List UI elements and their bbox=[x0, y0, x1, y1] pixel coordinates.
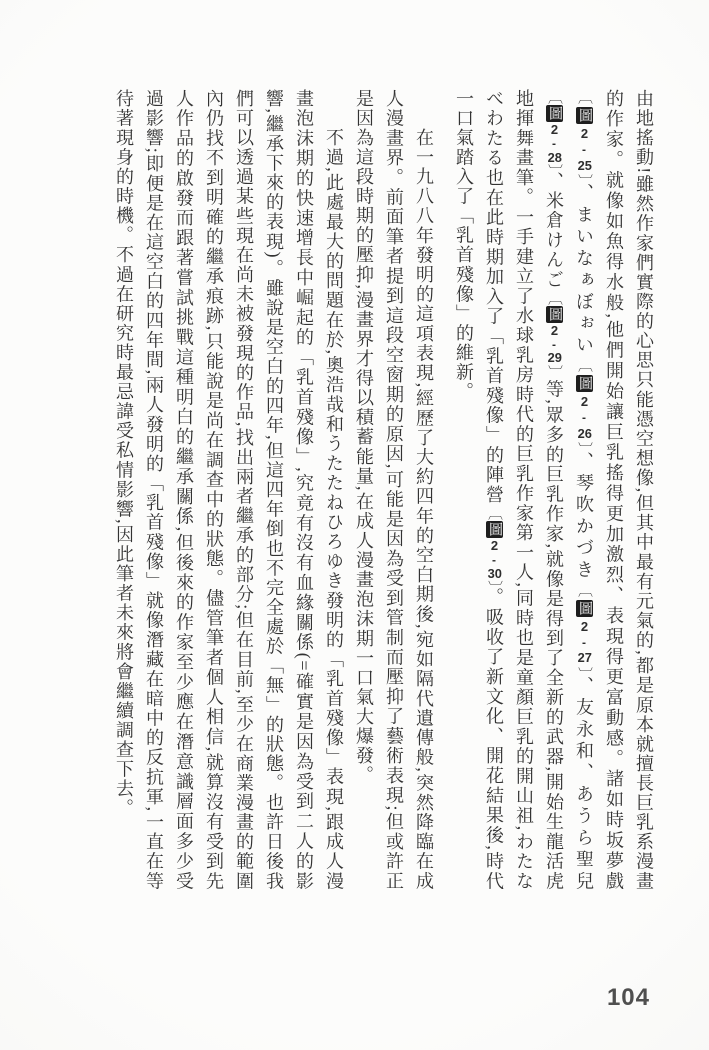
figure-icon: 圖 bbox=[487, 521, 502, 538]
figure-ref-close-bracket: 〕 bbox=[576, 441, 592, 452]
figure-ref-number: 26 bbox=[577, 426, 592, 440]
body-text: 、友永和、あうら聖兒 bbox=[574, 676, 594, 891]
figure-ref-dash: - bbox=[547, 136, 561, 151]
figure-ref-number: 28 bbox=[547, 150, 562, 164]
figure-ref-open-bracket: 〔 bbox=[576, 357, 592, 375]
figure-ref-close-bracket: 〕 bbox=[576, 173, 592, 184]
figure-ref-close-bracket: 〕 bbox=[546, 163, 562, 172]
figure-ref-number: 29 bbox=[547, 351, 562, 365]
body-text: 由地搖動!雖然作家們實際的心思只能憑空想像,但其中最有元氣的,都是原本就擅長巨乳系漫畫的作家。就像如魚得水般,他們開始讓巨乳搖得更加激烈、表現得更富動感。諸如時坂夢戲 bbox=[604, 89, 654, 891]
figure-ref-number: 2 bbox=[580, 127, 589, 141]
figure-icon: 圖 bbox=[577, 600, 592, 617]
figure-ref bbox=[574, 357, 594, 451]
figure-ref-number: 25 bbox=[577, 158, 592, 172]
figure-icon: 圖 bbox=[547, 306, 562, 323]
figure-ref-dash: - bbox=[547, 337, 561, 352]
figure-ref-open-bracket: 〔 bbox=[576, 581, 592, 599]
figure-icon: 圖 bbox=[577, 375, 592, 392]
figure-ref bbox=[484, 505, 504, 588]
body-text: 、米倉けんご bbox=[544, 171, 564, 290]
figure-ref-close-bracket: 〕 bbox=[576, 666, 592, 677]
figure-ref-open-bracket: 〔 bbox=[576, 89, 592, 107]
figure-ref-number: 2 bbox=[580, 619, 589, 633]
figure-ref-open-bracket: 〔 bbox=[486, 504, 502, 521]
figure-ref bbox=[544, 290, 564, 380]
figure-ref-number: 30 bbox=[487, 566, 502, 580]
figure-ref-open-bracket: 〔 bbox=[546, 289, 562, 305]
figure-icon: 圖 bbox=[547, 105, 562, 122]
figure-icon: 圖 bbox=[577, 107, 592, 124]
figure-ref bbox=[574, 582, 594, 676]
figure-ref-dash: - bbox=[577, 410, 591, 425]
figure-ref bbox=[544, 89, 564, 171]
figure-ref-dash: - bbox=[577, 142, 591, 157]
figure-ref-dash: - bbox=[487, 552, 501, 567]
figure-ref-number: 2 bbox=[580, 395, 589, 409]
body-text: 等,眾多的巨乳作家,就像是得到了全新的武器,開始生龍活虎地揮舞畫筆。一手建立了水球乳房時代的巨乳作家第一人,同時也是童顏巨乳的開山祖,わたなべわたる也在此時期加入了「乳首殘像」的陣營 bbox=[484, 89, 564, 891]
body-text-block bbox=[111, 89, 659, 891]
figure-ref-close-bracket: 〕 bbox=[486, 580, 502, 588]
figure-ref-dash: - bbox=[577, 635, 591, 650]
body-text: 、琴吹かづき bbox=[574, 451, 594, 582]
figure-ref-number: 27 bbox=[577, 651, 592, 665]
figure-ref-open-bracket: 〔 bbox=[546, 89, 562, 105]
body-text: 不過,此處最大的問題在於,奧浩哉和うたたねひろゆき發明的「乳首殘像」表現,跟成人漫畫泡沫期的快速增長中崛起的「乳首殘像」,究竟有沒有血緣關係(=確實是因為受到二人的影響,繼承下來的表現)。雖說是空白的四年,但這四年倒也不完全處於「無」的狀態。也許日後我們可以透過某些現在尚未被發現的作品,找出兩者繼承的部分;但在目前,至少在商業漫畫的範圍內仍找不到明確的繼承痕跡,只能說是尚在調查中的狀態。儘管筆者個人相信,就算沒有受到先人作品的啟發而跟著嘗試挑戰這種明白的繼承關係,但後來的作家至少應在潛意識層面多少受過影響;即便是在這空白的四年間,兩人發明的「乳首殘像」就像潛藏在暗中的反抗軍,一直在等待著現身的時機。不過在研究時最忌諱受私情影響,因此筆者未來將會繼續調查下去。 bbox=[114, 89, 344, 891]
figure-ref-number: 2 bbox=[490, 539, 499, 553]
body-text: 。吸收了新文化、開花結果後,時代一口氣踏入了「乳首殘像」的維新。 bbox=[454, 89, 504, 892]
paragraph bbox=[449, 89, 659, 891]
figure-ref bbox=[574, 89, 594, 183]
figure-ref-number: 2 bbox=[550, 123, 559, 137]
body-text: 、まいなぁぼぉい bbox=[574, 183, 594, 358]
body-text: 在一九八八年發明的這項表現,經歷了大約四年的空白期後,宛如隔代遺傳般,突然降臨在成人漫畫界。前面筆者提到這段空窗期的原因,可能是因為受到管制而壓抑了藝術表現;但或許正是因為這段時期的壓抑,漫畫界才得以積蓄能量,在成人漫畫泡沫期一口氣大爆發。 bbox=[354, 89, 434, 891]
figure-ref-close-bracket: 〕 bbox=[546, 364, 562, 380]
page-number: 104 bbox=[606, 984, 650, 1011]
paragraph bbox=[349, 89, 439, 891]
figure-ref-number: 2 bbox=[550, 324, 559, 338]
paragraph bbox=[109, 89, 349, 891]
